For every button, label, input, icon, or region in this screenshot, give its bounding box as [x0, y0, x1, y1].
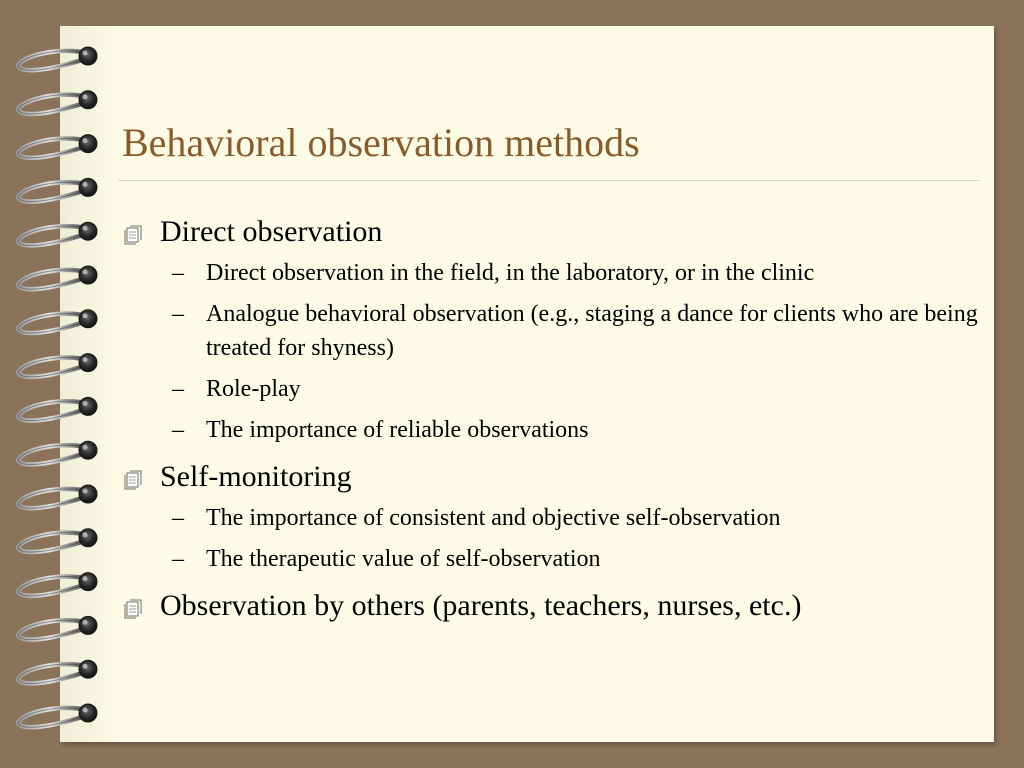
binding-hole-shine — [83, 313, 88, 318]
binding-hole-shine — [83, 489, 88, 494]
binding-hole — [79, 616, 97, 634]
subitem-text: Analogue behavioral observation (e.g., staging a dance for clients who are being treated for shyness) — [206, 301, 978, 361]
subitem-analogue-observation — [122, 297, 982, 365]
binding-hole — [79, 178, 97, 196]
slide-title: Behavioral observation methods — [122, 120, 640, 165]
binding-hole — [79, 222, 97, 240]
subitem-text: The importance of consistent and objective self-observation — [206, 505, 781, 531]
subitem-therapeutic-value — [122, 542, 982, 576]
spiral-wire — [18, 445, 82, 464]
binding-hole — [79, 135, 97, 153]
binding-hole — [79, 47, 97, 65]
spiral-wire — [18, 664, 82, 683]
dash-marker: – — [172, 546, 184, 572]
dash-marker: – — [172, 417, 184, 443]
notebook-pages-icon — [122, 599, 146, 619]
subitem-field-laboratory-clinic — [122, 256, 982, 290]
binding-hole — [79, 529, 97, 547]
subitem-text: The therapeutic value of self-observation — [206, 546, 601, 572]
bullet-label: Observation by others (parents, teachers, nurses, etc.) — [160, 589, 802, 622]
binding-hole — [79, 441, 97, 459]
binding-hole-shine — [83, 138, 88, 143]
binding-hole-shine — [83, 51, 88, 56]
binding-hole — [79, 660, 97, 678]
bullet-self-monitoring — [122, 455, 982, 499]
slide-content — [122, 210, 982, 628]
binding-hole-shine — [83, 620, 88, 625]
notebook-pages-icon — [122, 470, 146, 490]
bullet-direct-observation — [122, 210, 982, 254]
binding-hole — [79, 310, 97, 328]
dash-marker: – — [172, 505, 184, 531]
binding-hole — [79, 573, 97, 591]
binding-hole-shine — [83, 664, 88, 669]
subitem-consistent-objective — [122, 501, 982, 535]
binding-hole — [79, 704, 97, 722]
bullet-label: Self-monitoring — [160, 460, 352, 493]
subitem-text: Role-play — [206, 376, 301, 402]
subitem-reliable-observations — [122, 413, 982, 447]
spiral-wire — [18, 708, 82, 727]
binding-hole-shine — [83, 401, 88, 406]
subitem-role-play — [122, 372, 982, 406]
spiral-wire — [18, 95, 82, 114]
spiral-wire — [18, 401, 82, 420]
binding-hole-shine — [83, 357, 88, 362]
bullet-observation-by-others — [122, 584, 982, 628]
binding-hole — [79, 266, 97, 284]
dash-marker: – — [172, 260, 184, 286]
binding-hole — [79, 91, 97, 109]
dash-marker: – — [172, 376, 184, 402]
dash-marker: – — [172, 301, 184, 327]
title-divider — [118, 180, 980, 181]
spiral-wire — [18, 182, 82, 201]
binding-hole-shine — [83, 182, 88, 187]
spiral-wire — [18, 226, 82, 245]
spiral-wire — [18, 358, 82, 377]
binding-hole-shine — [83, 532, 88, 537]
subitem-text: The importance of reliable observations — [206, 417, 589, 443]
spiral-wire — [18, 620, 82, 639]
spiral-wire — [18, 577, 82, 596]
binding-hole — [79, 485, 97, 503]
binding-hole — [79, 354, 97, 372]
subitem-text: Direct observation in the field, in the laboratory, or in the clinic — [206, 260, 815, 286]
spiral-wire — [18, 270, 82, 289]
spiral-wire — [18, 533, 82, 552]
binding-hole-shine — [83, 708, 88, 713]
spiral-wire — [18, 139, 82, 158]
binding-hole-shine — [83, 270, 88, 275]
binding-hole-shine — [83, 576, 88, 581]
notebook-pages-icon — [122, 225, 146, 245]
bullet-label: Direct observation — [160, 215, 383, 248]
spiral-wire — [18, 51, 82, 70]
binding-hole-shine — [83, 445, 88, 450]
binding-hole-shine — [83, 226, 88, 231]
spiral-wire — [18, 314, 82, 333]
binding-hole — [79, 397, 97, 415]
spiral-binding-icon — [0, 0, 110, 768]
spiral-wire — [18, 489, 82, 508]
binding-hole-shine — [83, 94, 88, 99]
